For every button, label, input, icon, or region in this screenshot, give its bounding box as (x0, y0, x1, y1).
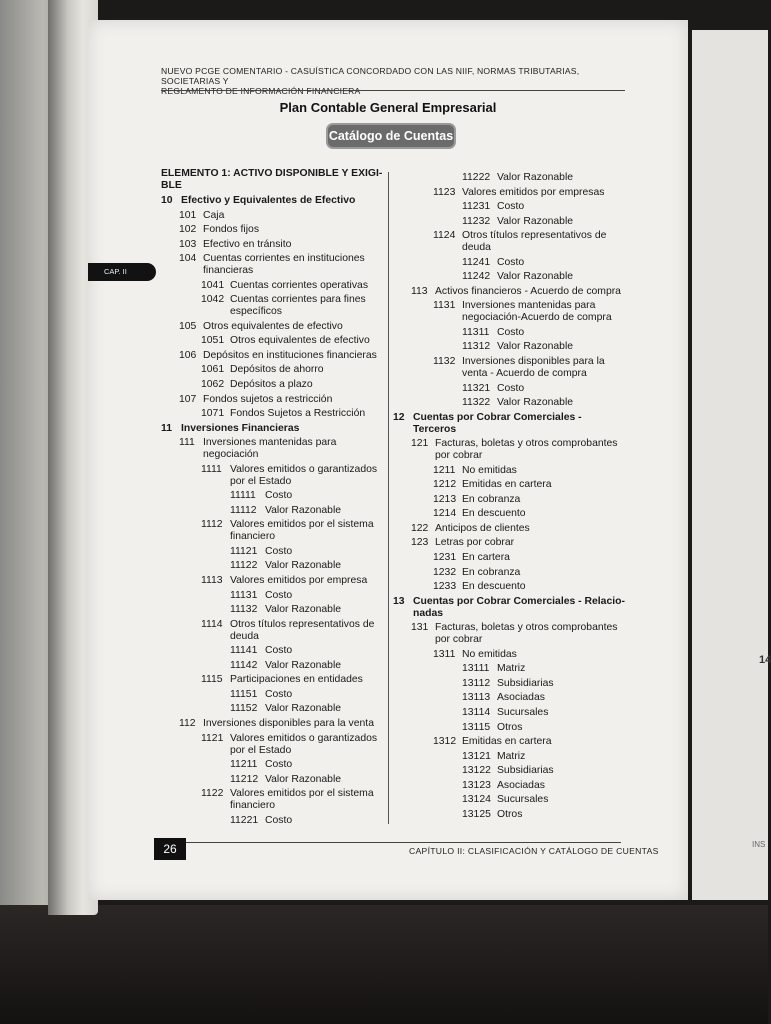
account-row (393, 537, 625, 549)
account-row (161, 619, 383, 643)
account-row (161, 546, 383, 558)
account-row (393, 286, 625, 298)
account-code: 121 (411, 438, 429, 450)
right-account-list (393, 172, 625, 821)
account-code: 10 (161, 195, 173, 206)
account-label: Valor Razonable (265, 604, 342, 616)
account-code: 13115 (462, 721, 491, 733)
account-label: Valores emitidos por el sistema financiero (230, 519, 374, 543)
account-label: Otros títulos representativos de deuda (462, 230, 607, 254)
account-code: 13112 (462, 677, 491, 689)
account-label: Costo (497, 382, 525, 394)
account-row (393, 230, 625, 254)
account-label: Efectivo y Equivalentes de Efectivo (181, 195, 356, 206)
account-label: Valor Razonable (497, 215, 574, 227)
account-code: 11221 (230, 814, 259, 826)
account-row (161, 253, 383, 277)
account-label: Inversiones disponibles para la venta (203, 717, 374, 729)
account-code: 13121 (462, 750, 491, 762)
account-row (393, 300, 625, 324)
account-row (161, 519, 383, 543)
account-code: 113 (411, 285, 428, 297)
account-label: Otros títulos representativos de deuda (230, 618, 375, 642)
account-label: Depósitos en instituciones financieras (203, 349, 377, 361)
account-code: 11142 (230, 659, 258, 671)
account-label: Valor Razonable (497, 271, 574, 283)
account-code: 1233 (433, 581, 457, 593)
account-code: 13113 (462, 692, 491, 704)
account-code: 112 (179, 717, 196, 729)
account-label: Otros equivalentes de efectivo (230, 335, 370, 347)
account-code: 11312 (462, 341, 491, 353)
account-code: 1231 (433, 552, 457, 564)
account-code: 11121 (230, 545, 258, 557)
account-row (393, 187, 625, 199)
account-row (161, 437, 383, 461)
running-header (161, 66, 631, 96)
account-code: 13125 (462, 808, 491, 820)
account-code: 107 (179, 393, 197, 405)
account-code: 111 (179, 437, 195, 449)
account-label: Cuentas corrientes operativas (230, 279, 369, 291)
account-row (393, 751, 625, 763)
account-label: Sucursales (497, 794, 549, 806)
account-label: Cuentas por Cobrar Comerciales - Terceros (413, 411, 582, 435)
account-code: 1211 (433, 464, 456, 476)
account-row (393, 794, 625, 806)
account-row (393, 552, 625, 564)
account-row (161, 210, 383, 222)
account-code: 106 (179, 349, 197, 361)
account-code: 12 (393, 411, 405, 423)
account-row (393, 216, 625, 228)
footer-chapter-title: CAPÍTULO II: CLASIFICACIÓN Y CATÁLOGO DE CUENTAS (409, 846, 659, 856)
left-column (161, 168, 383, 829)
account-code: 103 (179, 238, 197, 250)
account-code: 1232 (433, 566, 457, 578)
account-row (161, 423, 383, 435)
account-code: 102 (179, 224, 197, 236)
facing-page (692, 30, 771, 900)
account-row (161, 590, 383, 602)
account-code: 11141 (230, 645, 258, 657)
account-code: 13114 (462, 706, 491, 718)
account-row (393, 201, 625, 213)
account-code: 1212 (433, 479, 457, 491)
account-label: Valores emitidos o garantizados por el Estado (230, 732, 378, 756)
account-code: 1042 (201, 294, 225, 306)
account-label: Sucursales (497, 706, 549, 718)
account-row (161, 464, 383, 488)
account-row (393, 465, 625, 477)
account-label: Matriz (497, 750, 526, 762)
account-label: Valores emitidos por empresas (462, 186, 605, 198)
account-code: 11231 (462, 201, 491, 213)
account-row (161, 294, 383, 318)
account-code: 11311 (462, 326, 490, 338)
background-bottom (0, 905, 768, 1024)
account-row (393, 257, 625, 269)
account-label: Cuentas corrientes para fines específicos (230, 294, 366, 318)
account-row (393, 663, 625, 675)
account-label: Asociadas (497, 692, 545, 704)
account-code: 11122 (230, 560, 258, 572)
account-label: Inversiones disponibles para la venta - Acuerdo de compra (462, 356, 605, 380)
account-row (161, 645, 383, 657)
account-row (393, 581, 625, 593)
account-label: Valor Razonable (497, 341, 574, 353)
account-code: 13124 (462, 794, 491, 806)
account-label: En descuento (462, 508, 526, 520)
account-label: Matriz (497, 663, 526, 675)
chapter-side-tab: CAP. II (88, 263, 156, 281)
column-divider (388, 172, 389, 824)
account-code: 13 (393, 595, 405, 607)
account-code: 11211 (230, 759, 258, 771)
document-page (88, 20, 688, 900)
account-row (393, 809, 625, 821)
account-label: Costo (265, 645, 293, 657)
account-row (161, 774, 383, 786)
account-code: 1111 (201, 463, 222, 475)
account-row (393, 780, 625, 792)
account-label: Inversiones mantenidas para negociación-Acuerdo de compra (462, 300, 612, 324)
account-label: En descuento (462, 581, 526, 593)
account-code: 1071 (201, 408, 225, 420)
account-label: Costo (497, 201, 525, 213)
page-number: 26 (154, 838, 186, 860)
account-row (161, 815, 383, 827)
account-label: Valor Razonable (265, 504, 342, 516)
account-code: 11232 (462, 215, 491, 227)
account-row (161, 321, 383, 333)
footer-rule (161, 842, 621, 843)
account-label: Asociadas (497, 779, 545, 791)
account-label: Valores emitidos por el sistema financiero (230, 788, 374, 812)
account-label: Otros (497, 808, 523, 820)
account-code: 1312 (433, 736, 457, 748)
account-code: 1121 (201, 732, 224, 744)
account-code: 1132 (433, 356, 456, 368)
account-label: Fondos fijos (203, 224, 260, 236)
account-row (393, 596, 625, 620)
account-row (393, 412, 625, 436)
account-row (393, 765, 625, 777)
account-code: 11212 (230, 773, 259, 785)
facing-page-fragment: INS (752, 840, 766, 849)
account-label: Efectivo en tránsito (203, 238, 292, 250)
account-label: Anticipos de clientes (435, 522, 530, 534)
header-rule (161, 90, 625, 91)
account-row (393, 722, 625, 734)
account-row (393, 397, 625, 409)
account-code: 11241 (462, 256, 491, 268)
account-row (161, 394, 383, 406)
header-line-2: REGLAMENTO DE INFORMACIÓN FINANCIERA (161, 86, 361, 96)
account-code: 11321 (462, 382, 491, 394)
account-row (393, 494, 625, 506)
account-code: 11132 (230, 604, 258, 616)
account-row (161, 364, 383, 376)
account-row (161, 379, 383, 391)
account-row (161, 335, 383, 347)
account-label: Facturas, boletas y otros comprobantes por cobrar (435, 438, 618, 462)
account-row (161, 660, 383, 672)
account-label: Activos financieros - Acuerdo de compra (435, 285, 621, 297)
account-label: No emitidas (462, 648, 517, 660)
account-label: Valor Razonable (497, 397, 574, 409)
account-row (393, 622, 625, 646)
account-row (161, 505, 383, 517)
account-code: 101 (179, 209, 197, 221)
facing-page-number: 14 (759, 654, 771, 666)
account-row (393, 523, 625, 535)
account-label: Costo (265, 688, 293, 700)
account-label: Depósitos a plazo (230, 379, 313, 391)
account-code: 131 (411, 622, 429, 634)
account-code: 1123 (433, 186, 456, 198)
account-label: Costo (265, 589, 293, 601)
account-code: 1051 (201, 335, 225, 347)
account-row (393, 479, 625, 491)
header-line-1: NUEVO PCGE COMENTARIO - CASUÍSTICA CONCORDADO CON LAS NIIF, NORMAS TRIBUTARIAS, SOCIETARIAS Y (161, 66, 580, 86)
account-code: 1061 (201, 364, 225, 376)
account-code: 104 (179, 253, 197, 265)
account-row (393, 172, 625, 184)
right-column (393, 172, 625, 823)
account-row (393, 327, 625, 339)
account-row (393, 438, 625, 462)
left-account-list (161, 195, 383, 827)
account-code: 1131 (433, 300, 456, 312)
account-label: En cobranza (462, 566, 521, 578)
account-code: 1311 (433, 648, 456, 660)
account-label: Letras por cobrar (435, 537, 515, 549)
account-label: Valor Razonable (265, 773, 342, 785)
account-label: Subsidiarias (497, 677, 554, 689)
account-code: 123 (411, 537, 429, 549)
account-row (161, 350, 383, 362)
account-row (161, 788, 383, 812)
account-code: 1124 (433, 230, 456, 242)
account-label: Otros equivalentes de efectivo (203, 320, 343, 332)
account-label: Otros (497, 721, 523, 733)
account-label: Fondos Sujetos a Restricción (230, 408, 366, 420)
account-row (393, 567, 625, 579)
account-code: 11112 (230, 504, 257, 516)
account-row (161, 560, 383, 572)
account-row (161, 759, 383, 771)
account-code: 11151 (230, 688, 258, 700)
account-row (161, 689, 383, 701)
account-row (393, 707, 625, 719)
account-label: Subsidiarias (497, 765, 554, 777)
account-label: Inversiones mantenidas para negociación (203, 437, 337, 461)
account-row (393, 692, 625, 704)
account-code: 11152 (230, 703, 258, 715)
account-label: Valores emitidos por empresa (230, 575, 368, 587)
account-label: Caja (203, 209, 225, 221)
account-label: Fondos sujetos a restricción (203, 393, 333, 405)
account-code: 1113 (201, 575, 223, 587)
account-label: En cartera (462, 552, 510, 564)
account-label: Costo (265, 545, 293, 557)
account-label: Participaciones en entidades (230, 674, 363, 686)
account-label: En cobranza (462, 493, 521, 505)
account-row (161, 604, 383, 616)
account-code: 1214 (433, 508, 457, 520)
account-label: Cuentas por Cobrar Comerciales - Relacio-nadas (413, 595, 625, 619)
account-label: Inversiones Financieras (181, 422, 300, 434)
account-label: Valor Razonable (497, 172, 574, 183)
account-row (393, 736, 625, 748)
account-code: 1114 (201, 618, 223, 630)
account-row (161, 224, 383, 236)
account-label: Emitidas en cartera (462, 479, 552, 491)
account-label: Cuentas corrientes en instituciones financieras (203, 253, 365, 277)
account-code: 13123 (462, 779, 491, 791)
account-code: 1115 (201, 674, 223, 686)
account-label: No emitidas (462, 464, 517, 476)
account-row (161, 733, 383, 757)
account-row (161, 575, 383, 587)
account-row (161, 239, 383, 251)
account-code: 105 (179, 320, 197, 332)
account-code: 11242 (462, 271, 491, 283)
account-label: Facturas, boletas y otros comprobantes por cobrar (435, 622, 618, 646)
section-badge: Catálogo de Cuentas (328, 125, 454, 147)
account-label: Costo (265, 814, 293, 826)
account-row (393, 341, 625, 353)
account-code: 13111 (462, 663, 490, 675)
account-code: 11 (161, 422, 172, 434)
account-code: 1122 (201, 788, 224, 800)
account-label: Valor Razonable (265, 560, 342, 572)
element-title: ELEMENTO 1: ACTIVO DISPONIBLE Y EXIGI-BLE (161, 168, 383, 191)
account-row (393, 356, 625, 380)
account-row (161, 718, 383, 730)
account-code: 13122 (462, 765, 491, 777)
account-label: Valor Razonable (265, 703, 342, 715)
account-row (161, 195, 383, 207)
account-code: 11131 (230, 589, 258, 601)
account-row (393, 649, 625, 661)
account-row (393, 508, 625, 520)
account-row (161, 490, 383, 502)
account-code: 122 (411, 522, 429, 534)
account-label: Costo (265, 759, 293, 771)
account-label: Costo (497, 326, 525, 338)
account-code: 11111 (230, 490, 256, 502)
account-row (161, 674, 383, 686)
account-row (161, 280, 383, 292)
account-label: Valor Razonable (265, 659, 342, 671)
account-row (161, 408, 383, 420)
account-code: 11222 (462, 172, 491, 183)
page-title: Plan Contable General Empresarial (279, 100, 497, 115)
account-row (161, 703, 383, 715)
account-code: 1041 (201, 279, 225, 291)
account-row (393, 678, 625, 690)
account-row (393, 383, 625, 395)
account-label: Depósitos de ahorro (230, 364, 324, 376)
account-code: 1213 (433, 493, 457, 505)
account-code: 1062 (201, 379, 225, 391)
account-code: 1112 (201, 519, 223, 531)
account-code: 11322 (462, 397, 491, 409)
account-label: Costo (265, 490, 293, 502)
account-label: Emitidas en cartera (462, 736, 552, 748)
account-row (393, 271, 625, 283)
account-label: Valores emitidos o garantizados por el Estado (230, 463, 378, 487)
account-label: Costo (497, 256, 525, 268)
